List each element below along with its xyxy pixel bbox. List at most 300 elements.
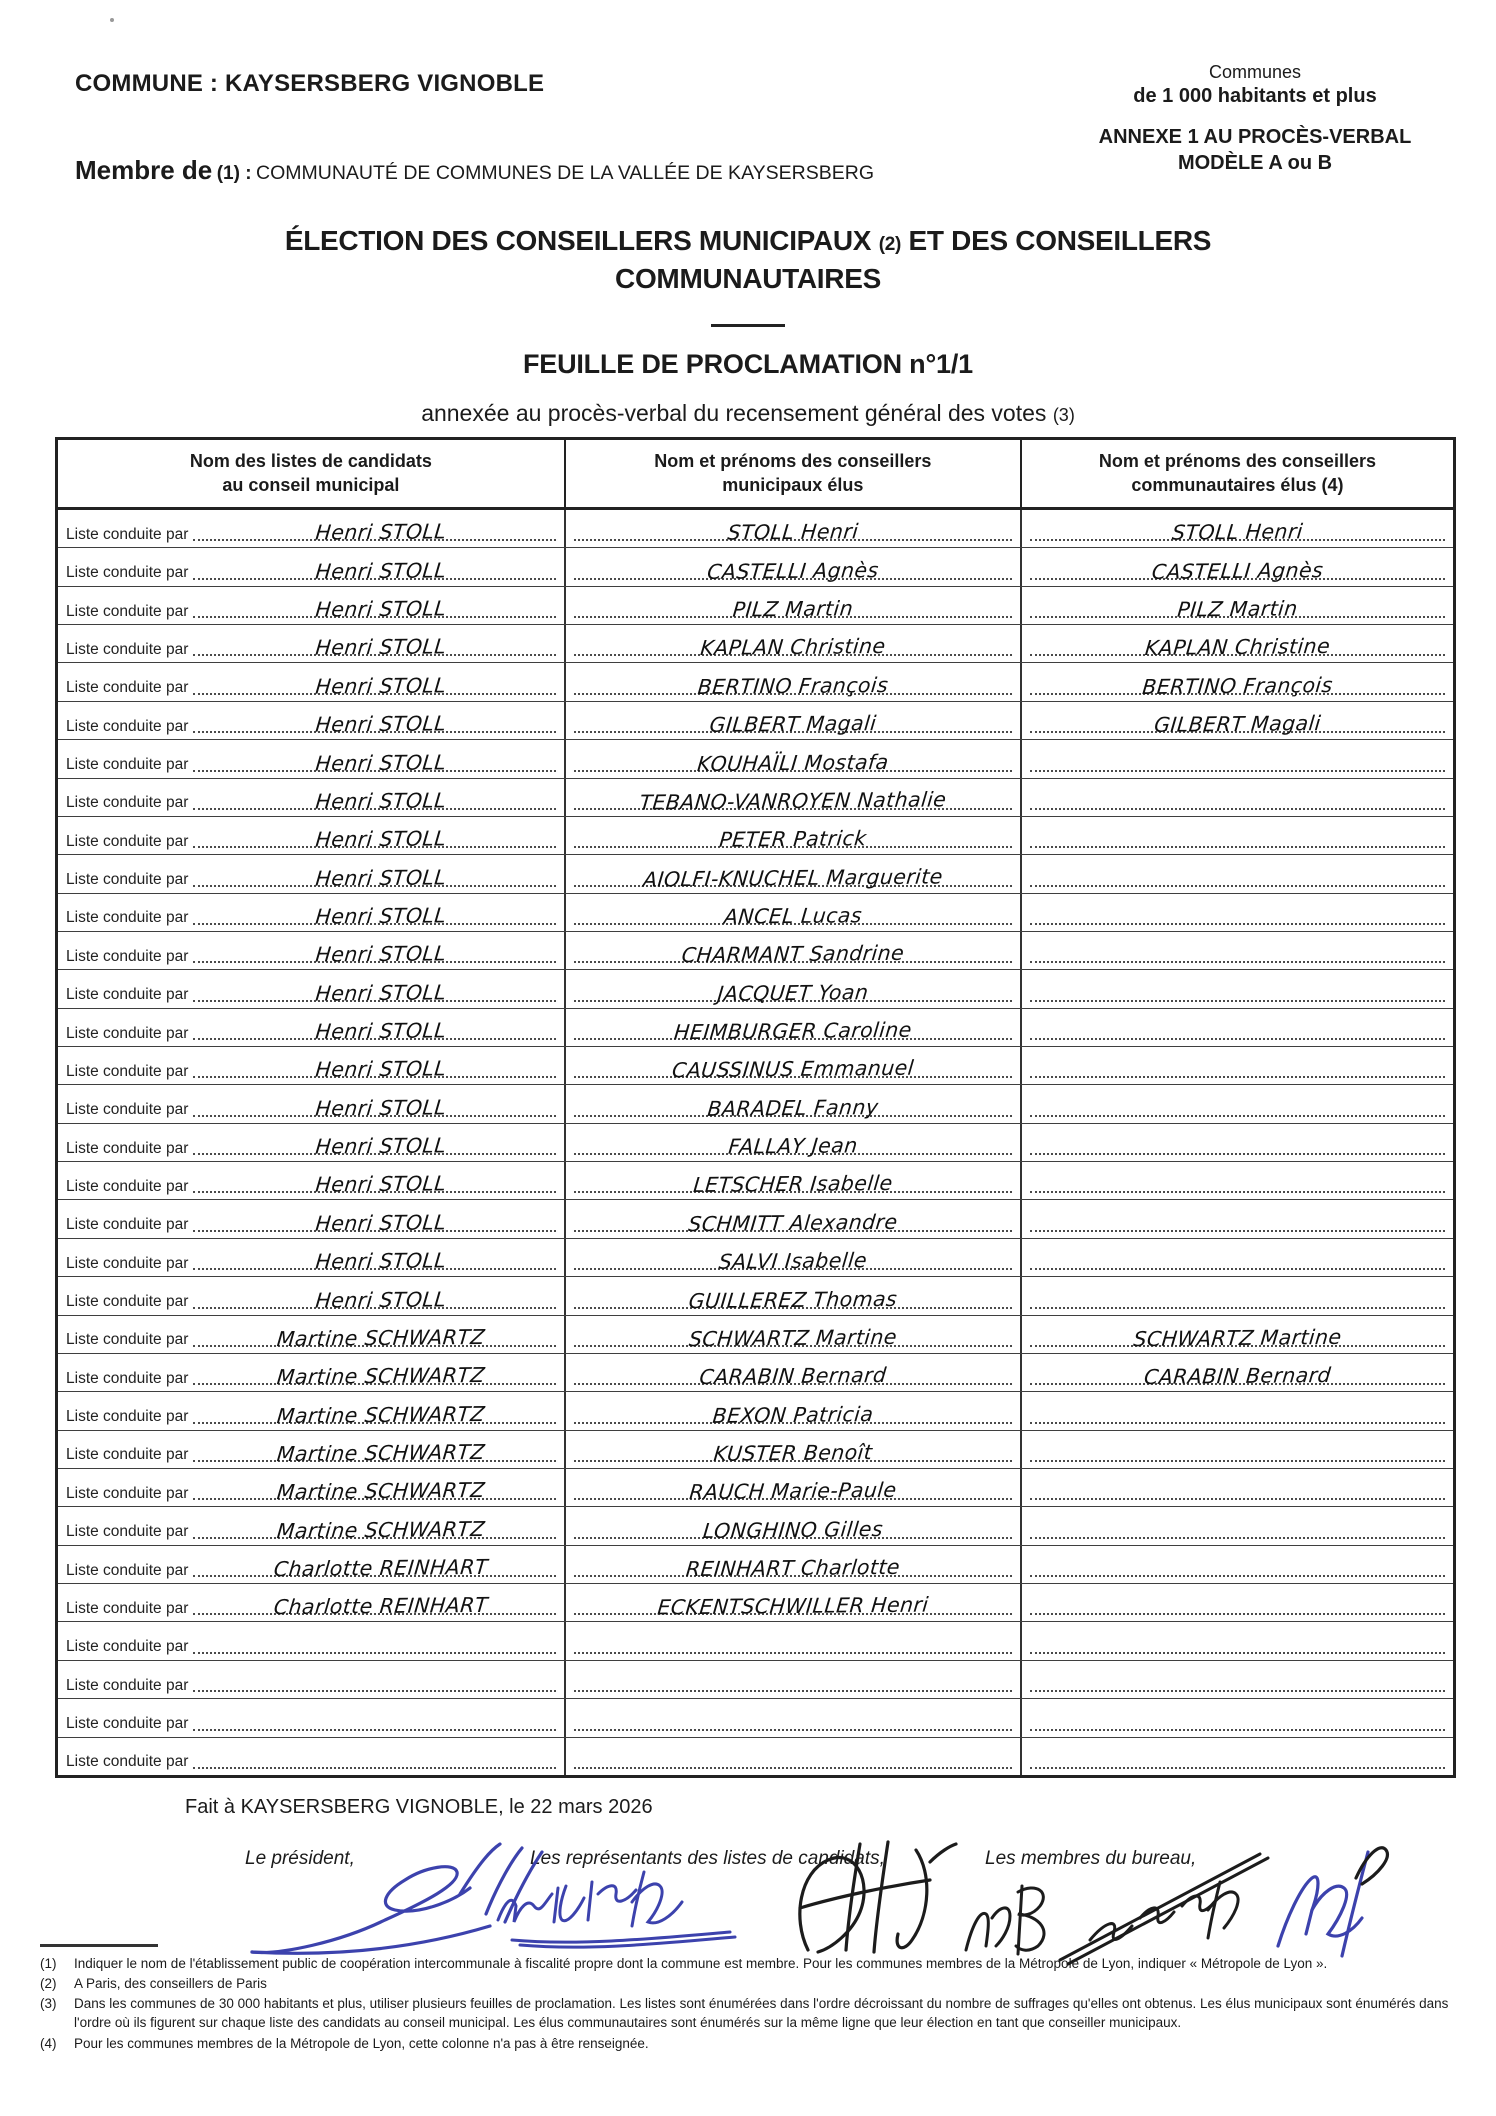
handwritten-municipal: BERTINO François	[696, 672, 890, 699]
row-label: Liste conduite par	[66, 640, 189, 658]
handwritten-municipal: SCHMITT Alexandre	[687, 1209, 899, 1236]
row-label: Liste conduite par	[66, 1408, 189, 1426]
table-row	[58, 1660, 1453, 1698]
handwritten-liste: Henri STOLL	[314, 979, 448, 1006]
table-row	[58, 1199, 1453, 1237]
table-row	[58, 1506, 1453, 1544]
handwritten-liste: Henri STOLL	[314, 788, 448, 814]
table-row	[58, 778, 1453, 816]
table-row	[58, 547, 1453, 585]
dotted-line	[1030, 1228, 1445, 1232]
handwritten-liste: Henri STOLL	[314, 1056, 448, 1083]
row-label: Liste conduite par	[66, 564, 189, 582]
handwritten-liste: Henri STOLL	[314, 711, 448, 737]
municipal-cell	[566, 1738, 1022, 1775]
table-row	[58, 624, 1453, 662]
row-label: Liste conduite par	[66, 947, 189, 965]
sheet-subtitle-text: annexée au procès-verbal du recensement général des votes	[421, 399, 1047, 426]
dotted-line	[193, 1650, 555, 1654]
handwritten-municipal: PILZ Martin	[731, 596, 855, 622]
handwritten-municipal: ANCEL Lucas	[722, 903, 863, 929]
dotted-line	[1030, 998, 1445, 1002]
handwritten-liste: Henri STOLL	[314, 941, 448, 967]
row-label: Liste conduite par	[66, 1369, 189, 1387]
liste-cell	[58, 663, 566, 700]
municipal-cell	[566, 702, 1022, 739]
dotted-line	[1030, 1266, 1445, 1270]
handwritten-liste: Henri STOLL	[314, 1133, 448, 1159]
commune-line	[75, 70, 544, 98]
handwritten-communautaire: CARABIN Bernard	[1142, 1363, 1332, 1390]
liste-cell	[58, 1431, 566, 1468]
communautaire-cell	[1022, 817, 1453, 854]
municipal-cell	[566, 1316, 1022, 1353]
dotted-line	[1030, 1650, 1445, 1654]
table-row	[58, 854, 1453, 892]
communautaire-cell	[1022, 1162, 1453, 1199]
row-label: Liste conduite par	[66, 909, 189, 927]
table-row	[58, 1353, 1453, 1391]
liste-cell	[58, 1085, 566, 1122]
municipal-cell	[566, 779, 1022, 816]
municipal-cell	[566, 510, 1022, 547]
annexe-line1: ANNEXE 1 AU PROCÈS-VERBAL	[1098, 126, 1412, 148]
scan-artifact	[110, 18, 114, 22]
row-label: Liste conduite par	[66, 1024, 189, 1042]
table-row	[58, 1698, 1453, 1736]
liste-cell	[58, 1316, 566, 1353]
liste-cell	[58, 970, 566, 1007]
table-row	[58, 1315, 1453, 1353]
handwritten-municipal: GUILLEREZ Thomas	[687, 1286, 899, 1313]
row-label: Liste conduite par	[66, 1599, 189, 1617]
liste-cell	[58, 1009, 566, 1046]
dotted-line	[1030, 768, 1445, 772]
municipal-cell	[566, 740, 1022, 777]
dotted-line	[193, 1688, 555, 1692]
membres-label: Les membres du bureau,	[985, 1848, 1197, 1869]
table-row	[58, 816, 1453, 854]
table-row	[58, 1046, 1453, 1084]
communautaire-cell	[1022, 702, 1453, 739]
row-label: Liste conduite par	[66, 1177, 189, 1195]
commune-label: COMMUNE :	[75, 70, 219, 97]
handwritten-communautaire: CASTELLI Agnès	[1150, 557, 1325, 584]
handwritten-liste: Charlotte REINHART	[272, 1554, 490, 1582]
row-label: Liste conduite par	[66, 1676, 189, 1694]
handwritten-communautaire: PILZ Martin	[1176, 596, 1299, 622]
header-right-block	[1075, 62, 1435, 176]
handwritten-municipal: TEBANO-VANROYEN Nathalie	[638, 787, 948, 815]
liste-cell	[58, 1469, 566, 1506]
footnotes-block	[40, 1944, 1468, 2054]
handwritten-municipal: PETER Patrick	[718, 826, 868, 853]
handwritten-communautaire: BERTINO François	[1141, 672, 1334, 699]
footnote-number: (4)	[40, 2035, 57, 2051]
row-label: Liste conduite par	[66, 1101, 189, 1119]
dotted-line	[1030, 1573, 1445, 1577]
row-label: Liste conduite par	[66, 1062, 189, 1080]
handwritten-liste: Henri STOLL	[314, 1018, 448, 1044]
liste-cell	[58, 1162, 566, 1199]
row-label: Liste conduite par	[66, 871, 189, 889]
handwritten-municipal: AIOLFI-KNUCHEL Marguerite	[641, 864, 944, 892]
communautaire-cell	[1022, 1661, 1453, 1698]
communautaire-cell	[1022, 625, 1453, 662]
dotted-line	[1030, 1151, 1445, 1155]
main-title-line2: COMMUNAUTAIRES	[615, 262, 881, 294]
municipal-cell	[566, 855, 1022, 892]
bureau-signature-1	[800, 1842, 956, 1952]
row-label: Liste conduite par	[66, 1753, 189, 1771]
liste-cell	[58, 1124, 566, 1161]
communautaire-cell	[1022, 1622, 1453, 1659]
membre-line	[75, 155, 874, 186]
table-row	[58, 1161, 1453, 1199]
handwritten-liste: Martine SCHWARTZ	[275, 1478, 487, 1505]
municipal-cell	[566, 548, 1022, 585]
dotted-line	[1030, 883, 1445, 887]
annexe-block	[1075, 124, 1435, 176]
communautaire-cell	[1022, 970, 1453, 1007]
communautaire-cell	[1022, 1200, 1453, 1237]
communautaire-cell	[1022, 510, 1453, 547]
row-label: Liste conduite par	[66, 1331, 189, 1349]
municipal-cell	[566, 817, 1022, 854]
handwritten-municipal: KUSTER Benoît	[712, 1440, 874, 1466]
main-title-line1	[48, 222, 1448, 260]
row-label: Liste conduite par	[66, 602, 189, 620]
handwritten-municipal: REINHART Charlotte	[684, 1554, 901, 1582]
column-header-listes: Nom des listes de candidats au conseil municipal	[58, 440, 566, 507]
handwritten-municipal: SALVI Isabelle	[717, 1248, 869, 1274]
liste-cell	[58, 1392, 566, 1429]
footnote	[40, 1994, 1468, 2032]
dotted-line	[1030, 1074, 1445, 1078]
handwritten-municipal: CASTELLI Agnès	[706, 557, 880, 584]
table-body	[58, 510, 1453, 1775]
dotted-line	[1030, 844, 1445, 848]
handwritten-municipal: STOLL Henri	[726, 519, 860, 546]
handwritten-liste: Charlotte REINHART	[272, 1593, 490, 1620]
handwritten-municipal: LONGHINO Gilles	[701, 1516, 884, 1543]
handwritten-liste: Henri STOLL	[314, 1095, 448, 1121]
row-label: Liste conduite par	[66, 525, 189, 543]
municipal-cell	[566, 1661, 1022, 1698]
table-row	[58, 1276, 1453, 1314]
liste-cell	[58, 1047, 566, 1084]
proclamation-table	[55, 437, 1456, 1778]
liste-cell	[58, 587, 566, 624]
column-header-municipaux: Nom et prénoms des conseillers municipaux élus	[566, 440, 1022, 507]
table-header	[58, 440, 1453, 510]
dotted-line	[1030, 1420, 1445, 1424]
row-label: Liste conduite par	[66, 794, 189, 812]
row-label: Liste conduite par	[66, 1523, 189, 1541]
municipal-cell	[566, 1622, 1022, 1659]
dotted-line	[574, 1765, 1012, 1769]
handwritten-municipal: SCHWARTZ Martine	[687, 1324, 898, 1351]
handwritten-liste: Henri STOLL	[314, 1286, 448, 1313]
handwritten-liste: Martine SCHWARTZ	[275, 1516, 487, 1543]
liste-cell	[58, 740, 566, 777]
liste-cell	[58, 932, 566, 969]
row-label: Liste conduite par	[66, 1446, 189, 1464]
dotted-line	[193, 1765, 555, 1769]
handwritten-liste: Martine SCHWARTZ	[275, 1439, 487, 1467]
liste-cell	[58, 1507, 566, 1544]
membre-ref: (1) :	[216, 163, 252, 184]
row-label: Liste conduite par	[66, 986, 189, 1004]
communautaire-cell	[1022, 740, 1453, 777]
communautaire-cell	[1022, 1431, 1453, 1468]
municipal-cell	[566, 1162, 1022, 1199]
representants-label: Les représentants des listes de candidats,	[530, 1848, 885, 1869]
handwritten-municipal: BEXON Patricia	[711, 1401, 875, 1428]
communautaire-cell	[1022, 1047, 1453, 1084]
handwritten-liste: Henri STOLL	[314, 558, 448, 584]
municipal-cell	[566, 1584, 1022, 1621]
liste-cell	[58, 894, 566, 931]
table-row	[58, 739, 1453, 777]
handwritten-liste: Henri STOLL	[314, 1171, 448, 1198]
dotted-line	[1030, 1727, 1445, 1731]
handwritten-municipal: KOUHAÏLI Mostafa	[695, 749, 890, 776]
footnote	[40, 1974, 1468, 1993]
handwritten-municipal: CHARMANT Sandrine	[680, 941, 906, 968]
column-header-communautaires: Nom et prénoms des conseillers communautaires élus (4)	[1098, 451, 1376, 495]
communautaire-cell	[1022, 932, 1453, 969]
commune-value: KAYSERSBERG VIGNOBLE	[225, 70, 545, 97]
liste-cell	[58, 1546, 566, 1583]
table-row	[58, 1238, 1453, 1276]
handwritten-liste: Henri STOLL	[314, 749, 448, 776]
communautaire-cell	[1022, 1469, 1453, 1506]
handwritten-liste: Henri STOLL	[314, 673, 448, 699]
handwritten-liste: Henri STOLL	[314, 519, 448, 546]
row-label: Liste conduite par	[66, 1484, 189, 1502]
president-label: Le président,	[245, 1848, 355, 1869]
handwritten-municipal: LETSCHER Isabelle	[692, 1171, 894, 1198]
handwritten-communautaire: STOLL Henri	[1170, 519, 1304, 546]
municipal-cell	[566, 1239, 1022, 1276]
municipal-cell	[566, 1085, 1022, 1122]
liste-cell	[58, 625, 566, 662]
sheet-subtitle	[48, 400, 1448, 427]
table-row	[58, 893, 1453, 931]
table-row	[58, 662, 1453, 700]
communautaire-cell	[1022, 894, 1453, 931]
row-label: Liste conduite par	[66, 1254, 189, 1272]
table-row	[58, 1084, 1453, 1122]
footnote-number: (3)	[40, 1996, 57, 2012]
bureau-signature-4	[1278, 1848, 1387, 1956]
municipal-cell	[566, 1277, 1022, 1314]
footnote-rule	[40, 1944, 158, 1947]
row-label: Liste conduite par	[66, 1561, 189, 1579]
table-row	[58, 1430, 1453, 1468]
footnotes-list	[40, 1954, 1468, 2053]
liste-cell	[58, 1354, 566, 1391]
fait-line: Fait à KAYSERSBERG VIGNOBLE, le 22 mars 2026	[185, 1796, 653, 1818]
title-block	[48, 222, 1448, 427]
handwritten-municipal: HEIMBURGER Caroline	[672, 1017, 913, 1045]
footnote-text: A Paris, des conseillers de Paris	[74, 1976, 267, 1992]
handwritten-liste: Henri STOLL	[314, 634, 448, 661]
communautaire-cell	[1022, 663, 1453, 700]
dotted-line	[1030, 1688, 1445, 1692]
dotted-line	[1030, 1458, 1445, 1462]
table-row	[58, 1545, 1453, 1583]
table-row	[58, 1621, 1453, 1659]
communautaire-cell	[1022, 1354, 1453, 1391]
dotted-line	[1030, 1036, 1445, 1040]
handwritten-municipal: JACQUET Yoan	[716, 979, 870, 1006]
table-row	[58, 1583, 1453, 1621]
table-row	[58, 1123, 1453, 1161]
communautaire-cell	[1022, 1546, 1453, 1583]
liste-cell	[58, 1584, 566, 1621]
handwritten-municipal: GILBERT Magali	[708, 711, 878, 738]
communautaire-cell	[1022, 1392, 1453, 1429]
municipal-cell	[566, 1124, 1022, 1161]
liste-cell	[58, 1622, 566, 1659]
liste-cell	[58, 817, 566, 854]
liste-cell	[58, 1661, 566, 1698]
table-row	[58, 1737, 1453, 1775]
dotted-line	[574, 1650, 1012, 1654]
communes-line1: Communes	[1208, 62, 1302, 82]
municipal-cell	[566, 1392, 1022, 1429]
municipal-cell	[566, 1546, 1022, 1583]
annexe-line2: MODÈLE A ou B	[1177, 152, 1333, 174]
communautaire-cell	[1022, 855, 1453, 892]
communautaire-cell	[1022, 1738, 1453, 1775]
dotted-line	[193, 1727, 555, 1731]
municipal-cell	[566, 970, 1022, 1007]
row-label: Liste conduite par	[66, 1715, 189, 1732]
dotted-line	[1030, 921, 1445, 925]
liste-cell	[58, 1239, 566, 1276]
dotted-line	[1030, 1189, 1445, 1193]
table-row	[58, 969, 1453, 1007]
dotted-line	[1030, 1496, 1445, 1500]
row-label: Liste conduite par	[66, 832, 189, 850]
municipal-cell	[566, 587, 1022, 624]
communautaire-cell	[1022, 1507, 1453, 1544]
communautaire-cell	[1022, 548, 1453, 585]
municipal-cell	[566, 1200, 1022, 1237]
membre-value: COMMUNAUTÉ DE COMMUNES DE LA VALLÉE DE KAYSERSBERG	[256, 162, 874, 184]
footnote-number: (1)	[40, 1956, 57, 1971]
liste-cell	[58, 548, 566, 585]
municipal-cell	[566, 1047, 1022, 1084]
title-divider	[711, 324, 785, 327]
table-row	[58, 1468, 1453, 1506]
dotted-line	[1030, 959, 1445, 963]
main-title-part1: ÉLECTION DES CONSEILLERS MUNICIPAUX	[284, 225, 872, 256]
footnote-text: Indiquer le nom de l'établissement public de coopération intercommunale à fiscalité propre dont la commune est membre. Pour les communes membres de la Métropole de Lyon, indiquer « Métropole de Lyon ».	[74, 1956, 1328, 1971]
liste-cell	[58, 1200, 566, 1237]
communautaire-cell	[1022, 1009, 1453, 1046]
municipal-cell	[566, 932, 1022, 969]
footnote-number: (2)	[40, 1976, 57, 1992]
handwritten-liste: Henri STOLL	[314, 1210, 448, 1236]
row-label: Liste conduite par	[66, 1293, 189, 1311]
dotted-line	[574, 1688, 1012, 1692]
dotted-line	[1030, 1611, 1445, 1615]
communautaire-cell	[1022, 779, 1453, 816]
communautaire-cell	[1022, 1239, 1453, 1276]
footnote-text: Dans les communes de 30 000 habitants et plus, utiliser plusieurs feuilles de proclamation. Les listes sont énumérées dans l'ordre décroissant du nombre de suffrages qu'elles ont obtenus. Les élus municipaux sont énumérés dans l'ordre où ils figurent sur chaque liste des candidats au conseil municipal. Les élus communautaires sont énumérés sur la même ligne que leur élection en tant que conseiller municipaux.	[74, 1996, 1449, 2031]
handwritten-liste: Henri STOLL	[314, 903, 448, 929]
row-label: Liste conduite par	[66, 756, 189, 774]
footnote-text: Pour les communes membres de la Métropole de Lyon, cette colonne n'a pas à être renseignée.	[74, 2035, 649, 2051]
municipal-cell	[566, 1699, 1022, 1736]
row-label: Liste conduite par	[66, 717, 189, 735]
handwritten-liste: Martine SCHWARTZ	[275, 1363, 487, 1390]
handwritten-municipal: FALLAY Jean	[727, 1133, 859, 1159]
dotted-line	[1030, 806, 1445, 810]
municipal-cell	[566, 625, 1022, 662]
communautaire-cell	[1022, 1085, 1453, 1122]
handwritten-communautaire: GILBERT Magali	[1152, 711, 1322, 738]
municipal-cell	[566, 894, 1022, 931]
communautaire-cell	[1022, 1124, 1453, 1161]
title-footnote-ref: (2)	[878, 234, 902, 255]
membre-label: Membre de	[75, 155, 213, 185]
liste-cell	[58, 1738, 566, 1775]
table-row	[58, 701, 1453, 739]
row-label: Liste conduite par	[66, 1638, 189, 1656]
communautaire-cell	[1022, 1584, 1453, 1621]
handwritten-municipal: CARABIN Bernard	[698, 1363, 888, 1390]
liste-cell	[58, 1277, 566, 1314]
handwritten-municipal: KAPLAN Christine	[699, 634, 887, 661]
municipal-cell	[566, 663, 1022, 700]
handwritten-municipal: CAUSSINUS Emmanuel	[670, 1056, 915, 1083]
handwritten-municipal: RAUCH Marie-Paule	[688, 1478, 898, 1505]
dotted-line	[574, 1727, 1012, 1731]
liste-cell	[58, 702, 566, 739]
table-row	[58, 1008, 1453, 1046]
municipal-cell	[566, 1431, 1022, 1468]
handwritten-municipal: ECKENTSCHWILLER Henri	[656, 1593, 930, 1620]
row-label: Liste conduite par	[66, 679, 189, 697]
handwritten-liste: Martine SCHWARTZ	[275, 1401, 487, 1428]
municipal-cell	[566, 1354, 1022, 1391]
liste-cell	[58, 1699, 566, 1736]
handwritten-liste: Henri STOLL	[314, 864, 448, 891]
table-row	[58, 1391, 1453, 1429]
liste-cell	[58, 510, 566, 547]
dotted-line	[1030, 1305, 1445, 1309]
handwritten-liste: Henri STOLL	[314, 596, 448, 622]
municipal-cell	[566, 1507, 1022, 1544]
handwritten-liste: Martine SCHWARTZ	[275, 1324, 487, 1351]
municipal-cell	[566, 1469, 1022, 1506]
table-row	[58, 586, 1453, 624]
table-row	[58, 510, 1453, 547]
handwritten-liste: Henri STOLL	[314, 1248, 448, 1274]
liste-cell	[58, 779, 566, 816]
subtitle-footnote-ref: (3)	[1052, 404, 1075, 425]
dotted-line	[1030, 1535, 1445, 1539]
dotted-line	[1030, 1113, 1445, 1117]
president-signature	[252, 1844, 542, 1953]
footnote	[40, 1954, 1468, 1973]
main-title-part2: ET DES CONSEILLERS	[908, 225, 1212, 256]
